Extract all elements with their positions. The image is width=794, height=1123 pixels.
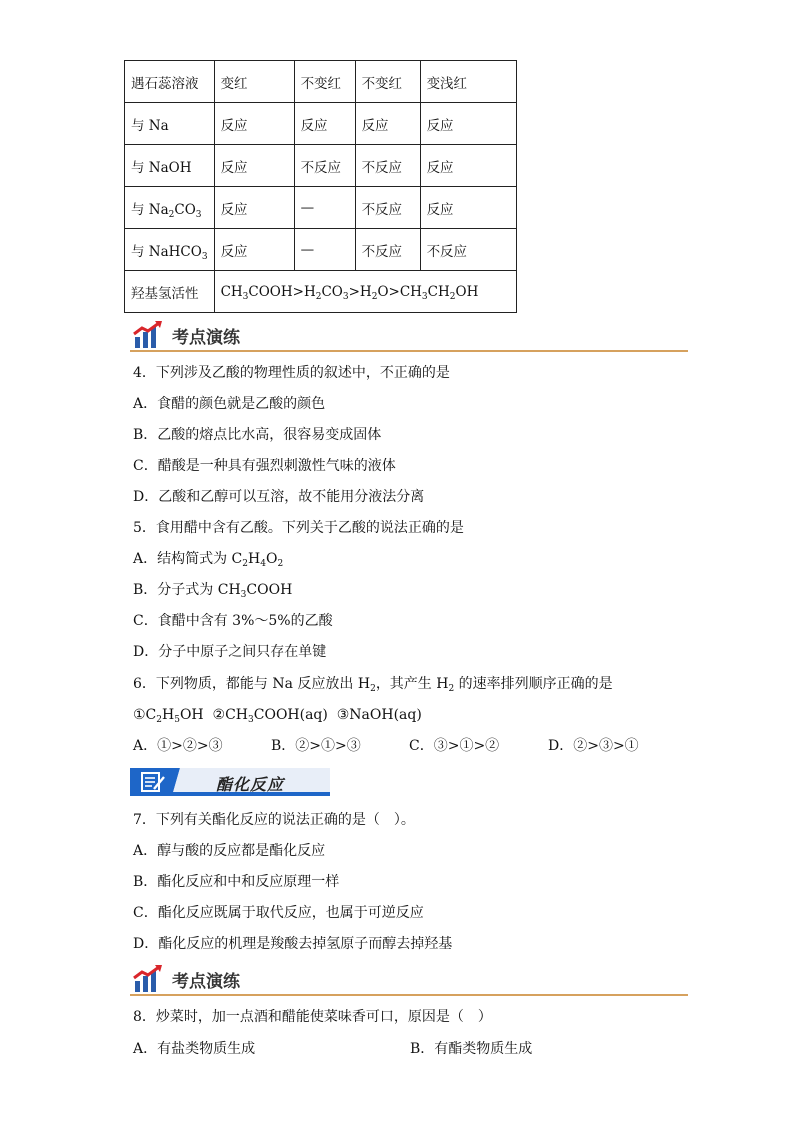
question-5-option-a: A．结构简式为 $C_2H_4O_2$ <box>133 551 284 569</box>
table-cell: 变浅红 <box>420 61 516 103</box>
row-label: 遇石蕊溶液 <box>125 61 215 103</box>
section-banner-practice-2 <box>130 962 688 996</box>
table-cell: 反应 <box>420 187 516 229</box>
row-label: 与 NaHCO$_3$ <box>125 229 215 271</box>
table-cell: — <box>294 187 355 229</box>
row-label: 与 Na <box>125 103 215 145</box>
table-cell: 反应 <box>214 103 294 145</box>
table-row <box>125 271 517 313</box>
table-cell: — <box>294 229 355 271</box>
question-4-option-b: B．乙酸的熔点比水高，很容易变成固体 <box>133 427 382 443</box>
question-5-option-d: D．分子中原子之间只存在单键 <box>133 644 327 660</box>
table-cell: 变红 <box>214 61 294 103</box>
table-cell: 不反应 <box>355 145 420 187</box>
question-6-option-d: D．②>③>① <box>548 738 639 754</box>
table-cell: 反应 <box>214 145 294 187</box>
table-cell: 反应 <box>214 187 294 229</box>
question-6-option-a: A．①>②>③ <box>133 738 223 754</box>
section-title: 酯化反应 <box>216 775 285 794</box>
question-8-option-a: A．有盐类物质生成 <box>133 1041 256 1057</box>
question-5-option-c: C．食醋中含有 3%～5%的乙酸 <box>133 613 333 629</box>
table-cell: 不反应 <box>420 229 516 271</box>
question-7-option-b: B．酯化反应和中和反应原理一样 <box>133 874 340 890</box>
table-cell: 不反应 <box>355 229 420 271</box>
table-cell: 不变红 <box>294 61 355 103</box>
table-cell: 不反应 <box>355 187 420 229</box>
table-row <box>125 103 517 145</box>
acid-properties-table <box>124 60 517 313</box>
table-cell: 不变红 <box>355 61 420 103</box>
question-5-stem: 5．食用醋中含有乙酸。下列关于乙酸的说法正确的是 <box>133 520 464 536</box>
row-label: 与 NaOH <box>125 145 215 187</box>
table-cell: 反应 <box>294 103 355 145</box>
question-7-option-c: C．酯化反应既属于取代反应，也属于可逆反应 <box>133 905 424 921</box>
question-6-items: $①C_2H_5OH$ $②CH_3COOH(aq)$ ③NaOH(aq) <box>133 707 422 725</box>
question-4-option-c: C．醋酸是一种具有强烈刺激性气味的液体 <box>133 458 396 474</box>
question-8-option-b: B．有酯类物质生成 <box>410 1041 533 1057</box>
section-divider <box>130 350 688 352</box>
question-4-option-d: D．乙酸和乙醇可以互溶，故不能用分液法分离 <box>133 489 425 505</box>
table-cell: 反应 <box>420 103 516 145</box>
question-8-stem: 8．炒菜时，加一点酒和醋能使菜味香可口，原因是（ ） <box>133 1009 492 1025</box>
section-title: 考点演练 <box>172 328 240 348</box>
table-cell: 反应 <box>420 145 516 187</box>
table-cell: 不反应 <box>294 145 355 187</box>
question-7-stem: 7．下列有关酯化反应的说法正确的是（ ）。 <box>133 812 415 828</box>
table-row <box>125 145 517 187</box>
table-row <box>125 61 517 103</box>
row-label: 与 $Na_2CO_3$ <box>125 187 215 229</box>
question-6-stem: 6．下列物质，都能与 Na 反应放出 $H_2$，其产生 $H_2$ 的速率排列顺序正确的是 <box>133 676 613 694</box>
table-cell: 反应 <box>214 229 294 271</box>
table-cell: 反应 <box>355 103 420 145</box>
question-7-option-d: D．酯化反应的机理是羧酸去掉氢原子而醇去掉羟基 <box>133 936 453 952</box>
section-banner-practice-1 <box>130 318 688 352</box>
question-7-option-a: A．醇与酸的反应都是酯化反应 <box>133 843 326 859</box>
growth-chart-icon <box>132 964 164 994</box>
question-4-stem: 4．下列涉及乙酸的物理性质的叙述中，不正确的是 <box>133 365 450 381</box>
section-title: 考点演练 <box>172 972 240 992</box>
question-4-option-a: A．食醋的颜色就是乙酸的颜色 <box>133 396 326 412</box>
activity-order-cell: $CH_3COOH>H_2CO_3>H_2O>CH_3CH_2OH$ <box>214 271 516 313</box>
table-row <box>125 229 517 271</box>
row-label: 羟基氢活性 <box>125 271 215 313</box>
note-edit-icon <box>140 771 166 793</box>
section-divider <box>130 994 688 996</box>
table-row <box>125 187 517 229</box>
question-5-option-b: B．分子式为 $CH_3COOH$ <box>133 582 293 600</box>
question-6-option-b: B．②>①>③ <box>271 738 361 754</box>
section-banner-esterification <box>130 768 330 796</box>
question-6-option-c: C．③>①>② <box>409 738 500 754</box>
growth-chart-icon <box>132 320 164 350</box>
